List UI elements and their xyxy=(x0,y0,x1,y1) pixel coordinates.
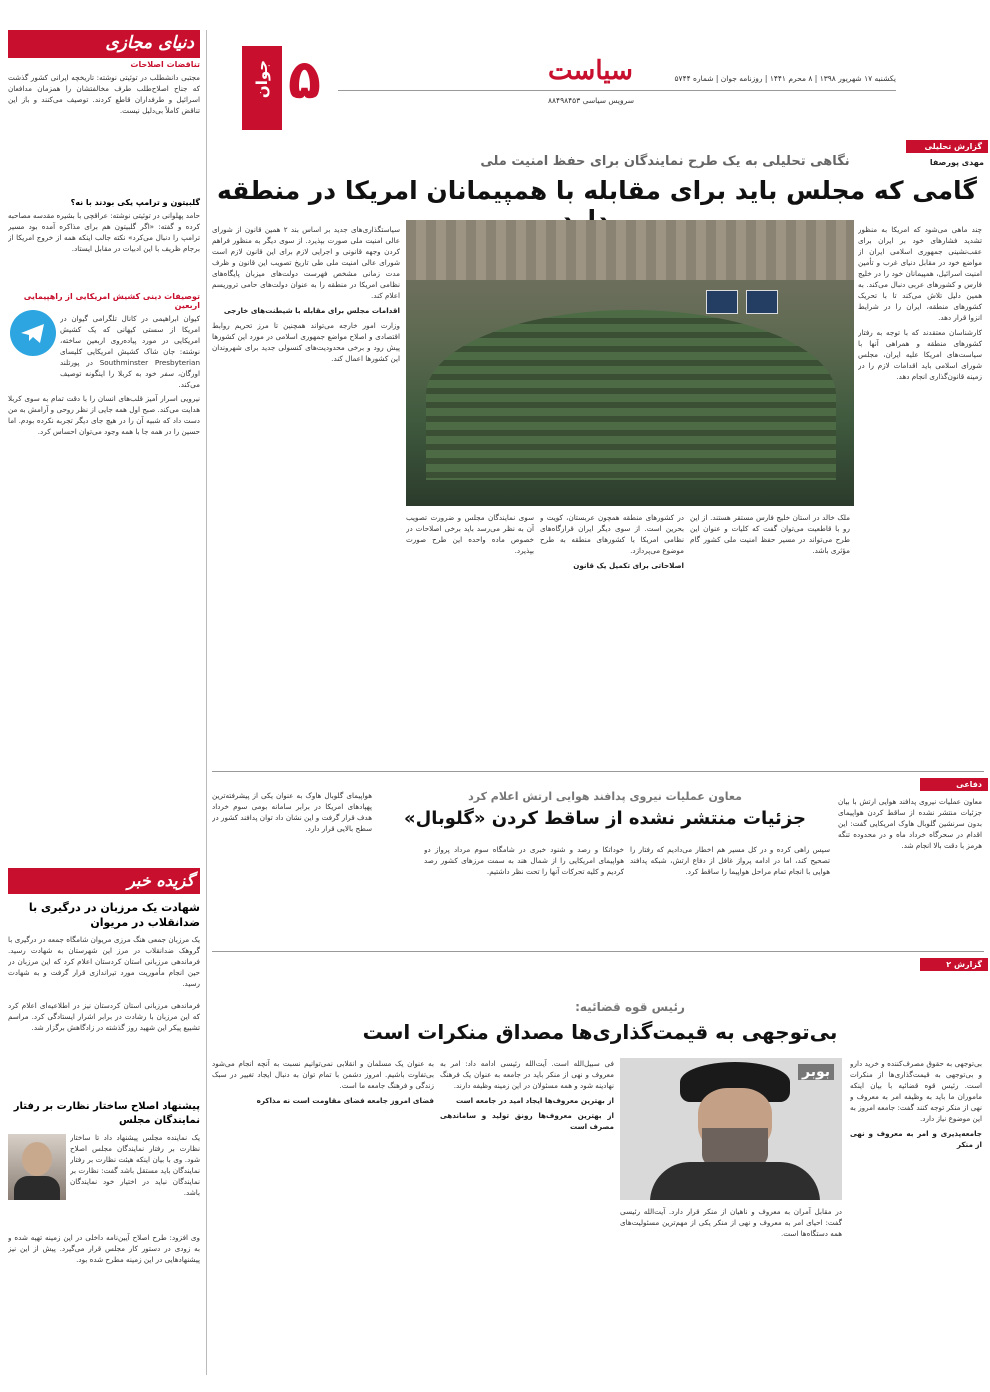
aviation-col-3: خوداتکا و رصد و شنود خبری در شامگاه سوم مرداد پرواز دو هواپیمای امریکایی را از شمال هند به سمت مرزهای کشور رصد کردیم و کلیه تحرکات آنها را تحت نظر داشتیم. xyxy=(424,845,624,876)
main-col-left xyxy=(212,224,400,766)
aviation-col-2: سپس راهی کرده و در کل مسیر هم اخطار می‌دادیم که رفتار را تصحیح کند، اما در ادامه پرواز غافل از دفاع ارتش، شبکه پدافند هوایی با انجام تمام مراحل هواپیما را ساقط کرد. xyxy=(630,845,830,876)
sidebar-item-2 xyxy=(8,198,200,295)
sidebar-item-3-body2: نیرویی اسرار آمیز قلب‌های انسان را با دقت تمام به سوی کربلا هدایت می‌کند. صبح اول همه جایی از نظر روحی و آرامش به من دست داد که شبیه آن را در هیچ جای دیگر تجربه نکرده بودم. اما حسین را در همه جا با همه وجود می‌توان احساس کرد. xyxy=(8,394,200,436)
section-rule-2 xyxy=(212,951,984,952)
main-col-mid-2-p: در کشورهای منطقه همچون عربستان، کویت و بحرین است. از سوی دیگر ایران قرارگاه‌های نظامی امریکا با کشورهای منطقه به طرح موضوع می‌پردازد. xyxy=(540,513,684,555)
raisi-photo xyxy=(620,1058,842,1200)
judiciary-col-4 xyxy=(212,1058,434,1374)
sidebar-news-title: گزیده خبر xyxy=(127,871,194,890)
sidebar-news-2-title: پیشنهاد اصلاح ساختار نظارت بر رفتار نمایندگان مجلس xyxy=(13,1101,200,1126)
judiciary-col-1-p: بی‌توجهی به حقوق مصرف‌کننده و خرید دارو و بی‌توجهی به قیمت‌گذاری‌ها از منکرات است. رئیس قوه قضائیه با بیان اینکه ماموران ما باید به وظیفه امر به معروف و نهی از منکر توجه کنند گفت: جامعه امروز به این موضوع نیاز دارد. xyxy=(850,1059,982,1123)
main-col-left-p2: وزارت امور خارجه می‌تواند همچنین تا مرز تحریم روابط اقتصادی و اصلاح مواضع جمهوری اسلامی در مورد این کشورها پیش رود و برخی محدودیت‌های کنسولی جدید برای شهروندان این کشورها اعمال کند. xyxy=(212,321,400,363)
judiciary-col-3-p: فی سبیل‌الله است. آیت‌الله رئیسی ادامه داد: امر به معروف و نهی از منکر باید در جامعه به عنوان یک فرهنگ نهادینه شود و همه مسئولان در این زمینه وظیفه دارند. xyxy=(440,1059,614,1090)
sidebar-divider xyxy=(206,30,207,1375)
main-col-mid-3-p: سوی نمایندگان مجلس و ضرورت تصویب آن به نظر می‌رسد باید برخی اصلاحات در خصوص ماده واحده این طرح صورت بپذیرد. xyxy=(406,513,534,555)
sidebar-virtual-title: دنیای مجازی xyxy=(105,33,194,53)
sidebar-item-1-title: تناقضات اصلاحات xyxy=(130,60,200,69)
sidebar-news-2-body: یک نماینده مجلس پیشنهاد داد تا ساختار نظارت بر رفتار نمایندگان مجلس اصلاح شود. وی با بیان اینکه هیئت نظارت بر رفتار نمایندگان باید مستقل باشد گفت: نظارت بر نمایندگان نباید در اختیار خود نمایندگان باشد. xyxy=(70,1133,200,1197)
aviation-col-4: هواپیمای گلوبال هاوک به عنوان یکی از پیشرفته‌ترین پهپادهای امریکا در برابر سامانه بومی سوم خرداد هدف قرار گرفت و این نشان داد توان پدافند کشور در سطح بالایی قرار دارد. xyxy=(212,791,372,833)
judiciary-col-2-p: در مقابل آمران به معروف و ناهیان از منکر قرار دارد. آیت‌الله رئیسی گفت: احیای امر به معروف و نهی از منکر یکی از مهم‌ترین مسئولیت‌های همه دستگاه‌ها است. xyxy=(620,1207,842,1238)
sidebar-news-2 xyxy=(8,1100,200,1392)
masthead-rule xyxy=(338,90,896,91)
sidebar xyxy=(8,30,200,1375)
main-col-right xyxy=(858,224,982,766)
judiciary-headline: بی‌توجهی به قیمت‌گذاری‌ها مصداق منکرات است xyxy=(362,1020,838,1044)
main-story-author: مهدی پورصفا xyxy=(929,158,984,167)
main-col-mid-3 xyxy=(406,512,534,766)
parliament-photo xyxy=(406,220,854,506)
sidebar-news-1-body2: فرماندهی مرزبانی استان کردستان نیز در اطلاعیه‌ای اعلام کرد که این مرزبان با رشادت در برابر اشرار ایستادگی کرد. مراسم تشییع پیکر این شهید روز گذشته در زادگاهش برگزار شد. xyxy=(8,1001,200,1032)
sidebar-item-2-body: حامد پهلوانی در توئیتی نوشته: عراقچی با بشیره مقدسه مصاحبه کرده و گفته: «اگر گلبیتون هم برای مذاکره آمده بود مسیر ترامپ را دنبال می‌کرد» نکته جالب اینکه همه از خروج امریکا از برجام ظریف با این ادبیات در مقابل ایستاد. xyxy=(8,211,200,253)
judiciary-col-1 xyxy=(850,1058,982,1374)
main-subhead-1: اصلاحاتی برای تکمیل یک قانون xyxy=(573,561,684,570)
aviation-tag: دفاعی xyxy=(920,778,988,791)
page-number: ۵ xyxy=(288,48,321,111)
main-story-tag: گزارش تحلیلی xyxy=(906,140,988,153)
service-line: سرویس سیاسی ۸۸۴۹۸۴۵۳ xyxy=(548,96,635,105)
main-story-headline: گامی که مجلس باید برای مقابله با همپیمانان امریکا در منطقه xyxy=(217,176,977,205)
main-col-mid-2 xyxy=(540,512,684,766)
judiciary-subhead-4: جامعه‌پذیری و امر به معروف و نهی از منکر xyxy=(850,1129,982,1149)
sidebar-news-1 xyxy=(8,900,200,1100)
section-title: سیاست xyxy=(548,56,633,86)
sidebar-news-1-body: یک مرزبان جمعی هنگ مرزی مریوان شامگاه جمعه در درگیری با گروهک ضدانقلاب در مرز این شهرستان به شهادت رسید. فرماندهی مرزبانی استان کردستان اعلام کرد که این مرزبان در حین انجام مأموریت مورد تیراندازی قرار گرفت و به شهادت رسید. xyxy=(8,935,200,988)
main-col-right-p2: کارشناسان معتقدند که با توجه به رفتار کشورهای منطقه و همراهی آنها با سیاست‌های امریکا علیه ایران، مجلس شورای اسلامی باید اقدامات لازم را در زمینه قانون‌گذاری انجام دهد. xyxy=(858,328,982,381)
logo: جوان xyxy=(253,59,271,99)
sidebar-news-2-body2: وی افزود: طرح اصلاح آیین‌نامه داخلی در این زمینه تهیه شده و به زودی در دستور کار مجلس قرار می‌گیرد. پیش از این نیز پیشنهادهایی در این زمینه مطرح شده بود. xyxy=(8,1233,200,1264)
aviation-kicker: معاون عملیات نیروی پدافند هوایی ارتش اعلام کرد xyxy=(468,790,742,803)
aviation-headline: جزئیات منتشر نشده از ساقط کردن «گلوبال» xyxy=(404,808,806,829)
judiciary-tag: گزارش ۲ xyxy=(920,958,988,971)
sidebar-news-1-title: شهادت یک مرزبان در درگیری با ضدانقلاب در مریوان xyxy=(28,901,200,929)
sidebar-item-1-body: مجتبی دانشطلب در توئیتی نوشته: تاریخچه ایرانی کشور گذشت که جناح اصلاح‌طلب طرف مخالفتشان را همزمان مدافعان اسرائیل و طرفداران قاطع کردند. توصیف می‌کنند و باز این تناقض کاملاً بی‌دلیل نیست. xyxy=(8,73,200,115)
main-story-kicker: نگاهی تحلیلی به یک طرح نمایندگان برای حفظ امنیت ملی xyxy=(480,154,850,169)
main-col-mid-1-p: ملک خالد در استان خلیج فارس مستقر هستند. از این رو با قاطعیت می‌توان گفت که کلیات و عنوان این طرح می‌تواند در مسیر حفظ امنیت ملی کشور گام مؤثری باشد. xyxy=(690,513,850,555)
telegram-icon xyxy=(10,310,56,356)
aviation-col-1: معاون عملیات نیروی پدافند هوایی ارتش با بیان جزئیات منتشر نشده از ساقط کردن هواپیمای بدون سرنشین گلوبال هاوک امریکایی گفت: این اقدام در سحرگاه خرداد ماه و در محدوده تنگه هرمز با دقت بالا انجام شد. xyxy=(838,797,982,850)
main-col-mid-1 xyxy=(690,512,850,766)
judiciary-subhead-1: از بهترین معروف‌ها ایجاد امید در جامعه است xyxy=(455,1096,614,1105)
section-rule-1 xyxy=(212,771,984,772)
judiciary-kicker: رئیس قوه قضائیه: xyxy=(575,1000,685,1014)
sidebar-item-3-body: کیوان ابراهیمی در کانال تلگرامی گیوان در امریکا از سستی کیهانی که یک کشیش امریکایی در مورد پیاده‌روی اربعین ساخته، نوشته: جان شاک کشیش امریکایی کلیسای Southminster Presbyterian در پورتلند اورگان، سفر خود به کربلا را اینگونه توصیف می‌کند. xyxy=(60,314,200,389)
main-subhead-2: اقدامات مجلس برای مقابله با شیطنت‌های خارجی xyxy=(223,306,400,315)
date-line: یکشنبه ۱۷ شهریور ۱۳۹۸ | ۸ محرم ۱۴۴۱ | روزنامه جوان | شماره ۵۷۴۴ xyxy=(674,74,896,83)
mp-photo xyxy=(8,1134,66,1200)
photo-caption: بوبر xyxy=(798,1064,834,1080)
main-col-right-p1: چند ماهی می‌شود که امریکا به منظور تشدید فشارهای خود بر ایران برای عقب‌نشینی جمهوری اسلامی ایران از مواضع خود در مقابل دنیای غرب و تأمین امنیت اسرائیل، همپیمانان خود را در خلیج فارس و کشورهای عربی دنبال می‌کند. به همین دلیل تلاش می‌کند تا با تحریک کشورهای منطقه، ایران را در شرایط انزوا قرار دهد. xyxy=(858,225,982,322)
sidebar-item-3 xyxy=(8,292,200,843)
sidebar-item-1 xyxy=(8,60,200,174)
judiciary-subhead-2: فضای امروز جامعه فضای مقاومت است نه مذاکره xyxy=(256,1096,434,1105)
judiciary-col-4-p: به عنوان یک مسلمان و انقلابی نمی‌توانیم نسبت به آنچه انجام می‌شود بی‌تفاوت باشیم. امروز دشمن با تمام توان به دنبال ایجاد تغییر در سبک زندگی و فرهنگ جامعه ما است. xyxy=(212,1059,434,1090)
judiciary-col-2 xyxy=(620,1206,842,1374)
judiciary-subhead-3: از بهترین معروف‌ها رونق تولید و ساماندهی مصرف است xyxy=(440,1111,614,1131)
main-col-left-p1: سیاستگذاری‌های جدید بر اساس بند ۲ همین قانون از شورای عالی امنیت ملی صورت بپذیرد. از سوی دیگر به منظور فراهم کردن وجهه قانونی و اجرایی لازم برای این قانون لازم است شورای عالی امنیت ملی طی تاریخ تصویب این قانون و ظرف مدت زمانی مشخص فهرست دولت‌های میزبان پایگاه‌های نظامی امریکا در منطقه را به عنوان دولت‌های حامی تروریسم اعلام کند. xyxy=(212,225,400,300)
sidebar-item-3-title: توصیفات دینی کشیش امریکایی از راهپیمایی اربعین xyxy=(23,292,200,310)
judiciary-col-3 xyxy=(440,1058,614,1374)
sidebar-item-2-title: گلبیتون و ترامپ یکی بودند با نه؟ xyxy=(70,198,200,207)
